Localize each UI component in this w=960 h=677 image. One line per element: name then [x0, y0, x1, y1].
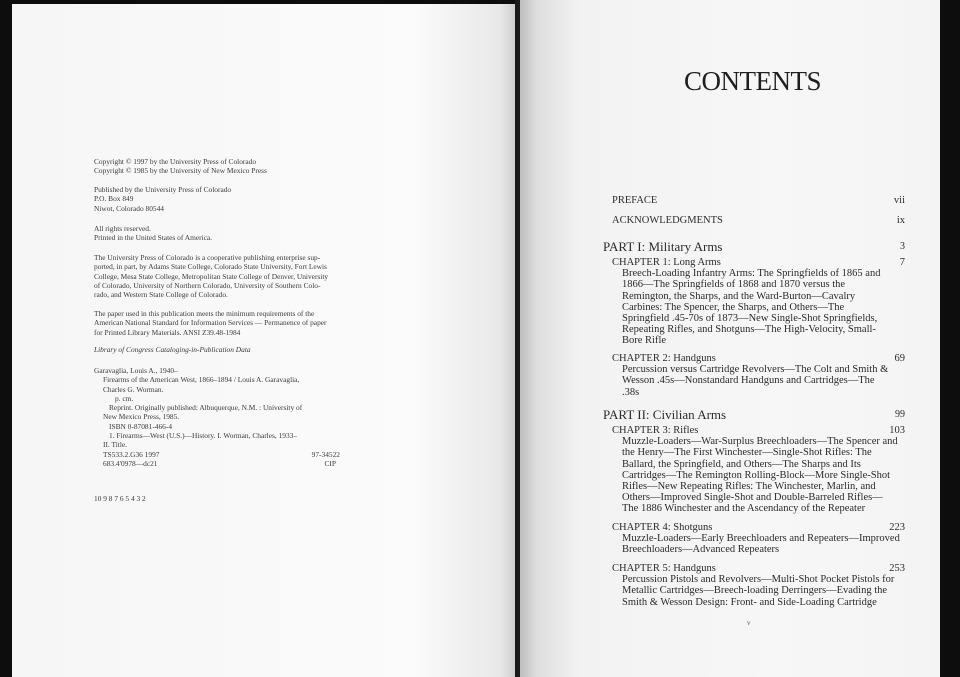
- toc-entry-preface[interactable]: [612, 195, 905, 206]
- printing-line: 10 9 8 7 6 5 4 3 2: [94, 494, 146, 503]
- text-line: Bore Rifle: [622, 335, 667, 347]
- text-line: Published by the University Press of Colorado: [94, 185, 232, 194]
- cip-label: CIP: [324, 459, 336, 468]
- toc-part-2[interactable]: [603, 408, 905, 422]
- text-line: .38s: [622, 386, 640, 398]
- toc-page: 99: [895, 409, 905, 420]
- chapter-description: [612, 436, 905, 514]
- text-line: Wesson .45s—Nonstandard Handguns and Cartridges—The: [622, 375, 875, 387]
- text-line: Others—Improved Single-Shot and Double-Barreled Rifles—: [622, 492, 883, 504]
- copyright-block: [94, 157, 267, 176]
- toc-page: ix: [896, 215, 905, 226]
- text-line: Repeating Rifles, and Shotguns—The High-Velocity, Small-: [622, 324, 876, 336]
- text-line: Breechloaders—Advanced Repeaters: [622, 544, 780, 556]
- text-line: The 1886 Winchester and the Ascendancy of the Repeater: [622, 503, 866, 515]
- toc-page: 103: [889, 425, 905, 436]
- text-line: Copyright © 1997 by the University Press of Colorado: [94, 157, 257, 166]
- chapter-description: [612, 533, 905, 555]
- toc-label: PART II: Civilian Arms: [603, 407, 727, 422]
- toc-label: CHAPTER 5: Handguns: [612, 563, 716, 574]
- toc-page: 69: [894, 353, 905, 364]
- text-line: 1866—The Springfields of 1868 and 1870 versus the: [622, 279, 846, 291]
- text-line: Remington, the Sharps, and the Ward-Burton—Cavalry: [622, 290, 856, 302]
- text-line: Muzzle-Loaders—Early Breechloaders and Repeaters—Improved: [622, 533, 900, 545]
- text-line: Muzzle-Loaders—War-Surplus Breechloaders—The Spencer and: [622, 436, 898, 448]
- text-line: Firearms of the American West, 1866–1894 / Louis A. Garavaglia,: [103, 375, 300, 385]
- toc-chapter-4[interactable]: [612, 522, 905, 556]
- toc-label: CHAPTER 2: Handguns: [612, 353, 716, 364]
- toc-chapter-3[interactable]: [612, 425, 905, 515]
- text-line: Rifles—New Repeating Rifles: The Winchester, Marlin, and: [622, 481, 876, 493]
- text-line: of Colorado, University of Northern Colorado, University of Southern Colo-: [94, 280, 321, 290]
- text-line: Metallic Cartridges—Breech-loading Derringers—Evading the: [622, 585, 888, 597]
- text-line: Smith & Wesson Design: Front- and Side-Loading Cartridge: [622, 596, 877, 608]
- toc-label: CHAPTER 1: Long Arms: [612, 257, 721, 268]
- text-line: Copyright © 1985 by the University of New Mexico Press: [94, 166, 267, 176]
- text-line: TS533.2.G36 1997: [103, 449, 160, 459]
- rights-block: [94, 224, 212, 243]
- toc-label: ACKNOWLEDGMENTS: [612, 215, 723, 226]
- text-line: 1. Firearms—West (U.S.)—History. I. Worman, Charles, 1933–: [109, 431, 298, 441]
- copyright-page: [12, 4, 515, 677]
- text-line: Carbines: The Spencer, the Sharps, and Others—The: [622, 301, 845, 313]
- text-line: College, Mesa State College, Metropolitan State College of Denver, University: [94, 271, 329, 281]
- text-line: for Printed Library Materials. ANSI Z39.48-1984: [94, 327, 241, 337]
- text-line: American National Standard for Information Services — Permanence of paper: [94, 318, 327, 328]
- text-line: Reprint. Originally published: Albuquerque, N.M. : University of: [109, 403, 303, 413]
- consortium-block: [94, 253, 328, 299]
- toc-page: 3: [900, 241, 905, 252]
- text-line: Cartridges—The Remington Rolling-Block—More Single-Shot: [622, 469, 891, 481]
- text-line: Printed in the United States of America.: [94, 233, 213, 243]
- text-line: Springfield .45-70s of 1873—New Single-Shot Springfields,: [622, 313, 878, 325]
- toc-entry-acknowledgments[interactable]: [612, 215, 905, 226]
- text-line: rado, and Western State College of Colorado.: [94, 290, 228, 300]
- text-line: II. Title.: [103, 440, 128, 450]
- toc-chapter-2[interactable]: [612, 353, 905, 398]
- cip-block: [94, 366, 340, 468]
- text-line: All rights reserved.: [94, 224, 151, 233]
- toc-label: PREFACE: [612, 195, 658, 206]
- chapter-description: [612, 574, 905, 608]
- toc-page: 7: [899, 257, 905, 268]
- text-line: the Henry—The First Winchester—Single-Shot Rifles: The: [622, 447, 872, 459]
- text-line: Garavaglia, Louis A., 1940–: [94, 366, 178, 375]
- text-line: New Mexico Press, 1985.: [103, 412, 180, 422]
- toc-chapter-5[interactable]: [612, 563, 905, 608]
- toc-page: 223: [889, 522, 905, 533]
- page-number: v: [747, 619, 751, 627]
- text-line: The University Press of Colorado is a cooperative publishing enterprise sup-: [94, 253, 321, 262]
- text-line: 683.4'0978—dc21: [103, 458, 158, 468]
- toc-page: vii: [893, 195, 905, 206]
- chapter-description: [612, 364, 905, 398]
- text-line: Breech-Loading Infantry Arms: The Springfields of 1865 and: [622, 268, 881, 280]
- text-line: Ballard, the Springfield, and Others—The Sharps and Its: [622, 458, 861, 470]
- text-line: Charles G. Worman.: [103, 384, 164, 394]
- text-line: The paper used in this publication meets the minimum requirements of the: [94, 309, 315, 318]
- toc-label: CHAPTER 4: Shotguns: [612, 522, 713, 533]
- toc-part-1[interactable]: [603, 240, 905, 254]
- page-title: CONTENTS: [684, 66, 821, 96]
- text-line: ISBN 0-87081-466-4: [109, 421, 173, 431]
- text-line: P.O. Box 849: [94, 194, 134, 204]
- toc-label: CHAPTER 3: Rifles: [612, 425, 699, 436]
- text-line: Percussion Pistols and Revolvers—Multi-Shot Pocket Pistols for: [622, 574, 895, 586]
- text-line: Niwot, Colorado 80544: [94, 203, 165, 213]
- toc-chapter-1[interactable]: [612, 257, 905, 347]
- cip-number: 97-34522: [311, 450, 340, 459]
- paper-block: [94, 309, 327, 337]
- publisher-block: [94, 185, 231, 213]
- text-line: Percussion versus Cartridge Revolvers—The Colt and Smith &: [622, 364, 889, 376]
- text-line: ported, in part, by Adams State College, Colorado State University, Fort Lewis: [94, 262, 327, 272]
- text-line: p. cm.: [115, 393, 134, 403]
- toc-page: 253: [889, 563, 905, 574]
- toc-label: PART I: Military Arms: [603, 239, 723, 254]
- cip-heading: Library of Congress Cataloging-in-Publication Data: [94, 345, 251, 354]
- chapter-description: [612, 268, 905, 346]
